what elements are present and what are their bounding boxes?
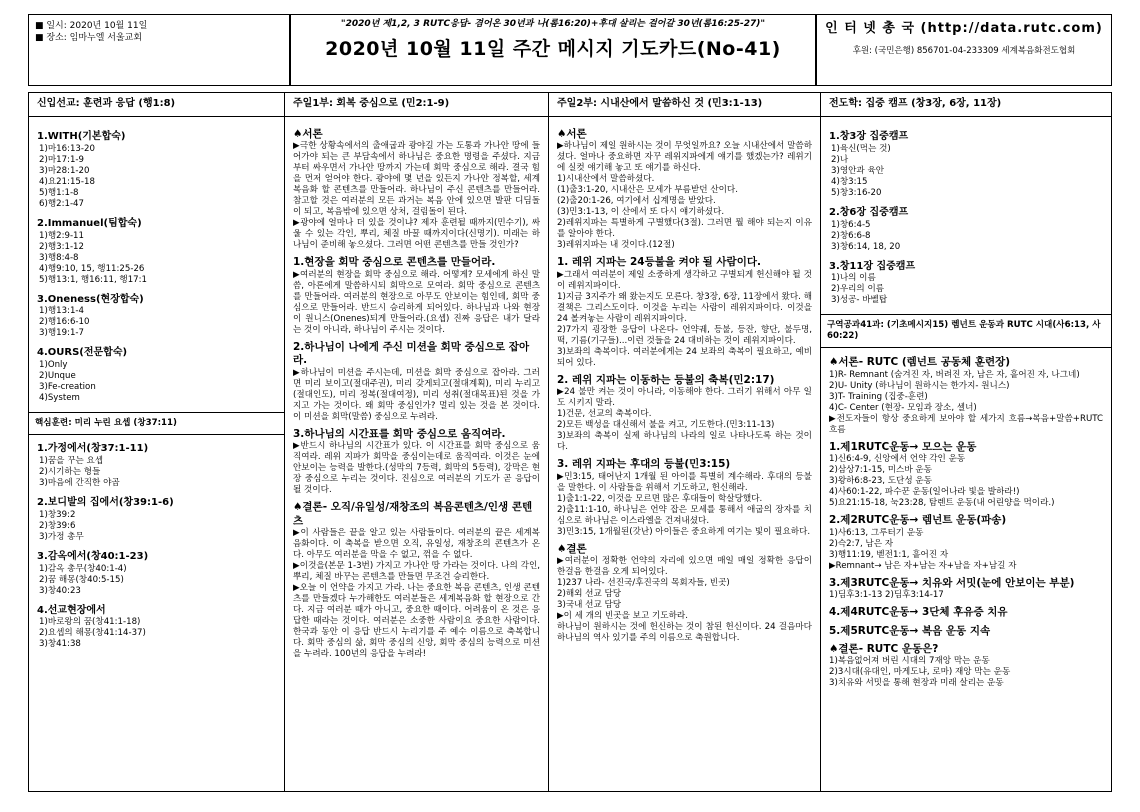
paragraph: (2)출20:1-26, 여기에서 십계명을 받았다.	[557, 196, 716, 207]
paragraph: 1)건문, 선교의 축복이다.	[557, 409, 652, 420]
section-title: 1. 레위 지파는 24등불을 켜야 될 사람이다.	[557, 256, 761, 269]
list-item: 2)창6:6-8	[831, 230, 871, 241]
section-title: ♠서론- RUTC (렘넌트 공동체 훈련장)	[829, 356, 1011, 369]
list-item: 5)행13:1, 행16:11, 행17:1	[39, 274, 148, 285]
section-title: 2.제2RUTC운동→ 렘넌트 운동(파송)	[829, 514, 1007, 527]
column-body	[29, 117, 284, 656]
list-item: 5)행1:1-8	[39, 187, 79, 198]
paragraph: 1)복음없어져 버린 시대의 7재앙 막는 운동	[829, 656, 990, 667]
page-title: 2020년 10월 11일 주간 메시지 기도카드(No-41)	[325, 37, 781, 60]
list-item: 3)가정 총무	[39, 531, 84, 542]
paragraph: 2)슥2:7, 남은 자	[829, 538, 894, 549]
paragraph: ▶오늘 이 언약을 가지고 가라. 나는 중요한 복음 콘텐츠, 인생 콘텐츠를 만들겠다 누가해한도 여러분들은 세계복음화 할 현장으로 간다. 지금 여러분 때가 아니고, 중요한 때이다. 어려움이 온 것은 응답한 때라는 것이다. 여러분은 소중한 사람이요 중요한 사람이다. 한국과 동안 이 응답 반드시 누리기를 주 예수 이름으로 축복합니다. 회막 중심의 삶, 회막 중심의 신앙, 회막 중심의 능력으로 미션을 누려라. 100년의 응답을 누려라!	[293, 583, 540, 660]
paragraph: 3)왕하6:8-23, 도단성 운동	[829, 476, 932, 487]
paragraph: 3)치유와 서밋을 통해 현장과 미래 살리는 운동	[829, 678, 1004, 689]
list-item: 3)창40:23	[39, 585, 81, 596]
paragraph: ▶반드시 하나님의 시간표가 있다. 이 시간표를 회막 중심으로 움직여라. 레위 지파가 회막을 중심이는데로 움직여라. 이것은 눈에 안보이는 능력을 발한다.(성막의 7등력, 회막의 5등력), 강막은 현장 중심으로 누리는 것이다. 진심으로 여러분의 기도가 곧 응답이 될 것이다.	[293, 441, 540, 496]
section-title: 1.WITH(기본합숙)	[37, 131, 126, 142]
paragraph: 2)U- Unity (하나님이 원하시는 한가지- 원니스)	[829, 380, 1010, 391]
list-item: 1)꿈을 꾸는 요셉	[39, 455, 104, 466]
list-item: 4)행9:10, 15, 행11:25-26	[39, 263, 145, 274]
section-title: 2. 레위 지파는 이동하는 등불의 축복(민2:17)	[557, 373, 775, 386]
header-contact-box	[816, 14, 1112, 86]
paragraph: 3)T- Training (집중-훈련)	[829, 391, 928, 402]
list-item: 3)창6:14, 18, 20	[831, 241, 901, 252]
section-title: ♠결론- 오직/유일성/재창조의 복음콘텐츠/인생 콘텐츠	[293, 501, 533, 527]
header-info-box	[28, 14, 290, 86]
list-item: 2)요셉의 해몽(창41:14-37)	[39, 628, 146, 639]
list-item: 4)창3:15	[831, 176, 868, 187]
section-title: 2.하나님이 나에게 주신 미션을 회막 중심으로 잡아라.	[293, 340, 530, 367]
list-item: 3)Fe-creation	[39, 382, 96, 393]
column-sunday-second	[549, 93, 821, 791]
list-item: 1)창39:2	[39, 509, 76, 520]
column-heading: 주일1부: 회복 중심으로 (민2:1-9)	[285, 93, 548, 117]
section-title: 1.현장을 회막 중심으로 콘텐츠를 만들어라.	[293, 256, 496, 269]
content-columns	[28, 92, 1112, 792]
paragraph: 1)딤후3:1-13 2)딤후3:14-17	[829, 590, 944, 601]
paragraph: 2)삼상7:1-15, 미스바 운동	[829, 465, 932, 476]
header-subtitle: "2020년 제1,2, 3 RUTC응답- 겸어온 30년과 나(롬16:20)+후대 살리는 걸어갈 30년(롬16:25-27)"	[340, 19, 766, 29]
list-item: 2)마17:1-9	[39, 154, 84, 165]
section-title: 2.Immanuel(팀합숙)	[37, 217, 142, 229]
list-item: 3)영안과 육안	[831, 165, 885, 176]
section-title: 1.가정에서(창37:1-11)	[37, 443, 149, 455]
list-item: 1)마16:13-20	[39, 143, 95, 154]
list-item: 2)행3:1-12	[39, 241, 84, 252]
sponsor-account: 후원: (국민은행) 856701-04-233309 세계복음화전도협회	[852, 45, 1076, 56]
paragraph: 2)레위지파는 특별하게 구별했다(3절). 그러면 뭘 해야 되는지 이유를 알아야 한다.	[557, 218, 812, 240]
paragraph: 2)3시대(유대인, 마게도냐, 로마) 재앙 막는 운동	[829, 667, 1011, 678]
paragraph: 3)보좌의 축복이 실제 하나님의 나라의 일로 나타나도록 하는 것이다.	[557, 431, 812, 453]
section-title: 3.감옥에서(창40:1-23)	[37, 550, 149, 562]
paragraph: 1)시내산에서 말씀하셨다.	[557, 174, 655, 185]
list-item: 2)시기하는 형들	[39, 466, 101, 477]
paragraph: 1)출1:1-22, 이것을 모르면 많은 후대들이 학살당했다.	[557, 493, 763, 504]
section-title: 4.제4RUTC운동→ 3단체 후유증 치유	[829, 606, 1008, 619]
section-title: 3.하나님의 시간표를 회막 중심으로 움직여라.	[293, 427, 506, 440]
paragraph: ▶여러분이 정확한 언약의 자리에 있으면 매일 매일 정확한 응답이 한걸음 한걸음 오게 되어있다.	[557, 556, 812, 578]
prayer-card-page	[10, 6, 1130, 798]
sub-section-heading: 핵심훈련: 미리 누린 요셉 (창37:11)	[29, 412, 284, 435]
paragraph: 2)모든 백성을 대신해서 불을 켜고, 기도한다.(민3:11-13)	[557, 420, 775, 431]
paragraph: ▶여러분의 현장을 회막 중심으로 해라. 어떻게? 모세에게 하신 말씀, 아론에게 말씀하시되 회막으로 모여라. 회막 중심으로 콘텐츠를 만들어라. 여러분의 현장으로 아무도 안보이는 힘인데, 회막 중심으로 만들어라. 반드시 승리하게 되어있다. 하나님과 나와 현장이 원니스(Onenes)되게 만들어라.(요셉) 진짜 응답은 내가 달라는 것이 아니라, 하나님이 주시는 것이다.	[293, 269, 540, 335]
list-item: 4)System	[39, 393, 80, 404]
paragraph: ▶Remnant→ 남은 자+남는 자+남을 자+남길 자	[829, 560, 1017, 571]
paragraph: ▶극한 상황속에서의 출애굽과 광야길 가는 도통과 가나안 땅에 들어가야 되는 큰 부담속에서 하나님은 중요한 명령을 주셨다. 지금부터 싸우면서 가나안 땅까지 가는데 회막 중심으로 해라. 결국 힘을 먼저 얻어야 한다. 광야에 몇 년을 있든지 가나안 정복할, 세계복음화 할 콘텐츠를 만들어라. 하나님이 주신 콘텐츠를 만들어라. 참고할 것은 여러분의 모든 과거는 복음 안에 있으면 발판 디딤돌이 되고, 복음밖에 있으면 상처, 걸림돌이 된다.	[293, 141, 540, 218]
list-item: 1)육신(먹는 것)	[831, 143, 891, 154]
list-item: 1)바로왕의 꿈(창41:1-18)	[39, 617, 141, 628]
header-title-box	[290, 14, 816, 86]
list-item: 3)행19:1-7	[39, 328, 84, 339]
paragraph: (1)출3:1-20, 시내산은 모세가 부름받던 산이다.	[557, 185, 738, 196]
header-bar	[28, 14, 1112, 88]
column-sunday-first	[285, 93, 549, 791]
paragraph: ▶전도자들이 항상 중요하게 보아야 할 세가지 흐름→복음+말씀+RUTC 흐름	[829, 413, 1103, 435]
list-item: 3)창41:38	[39, 639, 81, 650]
date-line: ■ 일시: 2020년 10월 11일	[35, 21, 148, 31]
paragraph: 1)지금 3지주가 왜 왔는지도 모른다. 창3장, 6장, 11장에서 왔다. 해결책은 그리스도이다. 이것을 누리는 사람이 레위지파이다. 이것을 24 볼켜놓는 사람이 레위지파이다.	[557, 291, 812, 324]
paragraph: 1)R- Remnant (숨겨진 자, 버려진 자, 남은 자, 흩어진 자, 나그네)	[829, 369, 1080, 380]
column-heading: 신입선교: 훈련과 응답 (행1:8)	[29, 93, 284, 117]
paragraph: 1)신6:4-9, 신앙에서 언약 각인 운동	[829, 454, 966, 465]
list-item: 2)나	[831, 154, 849, 165]
paragraph: ▶이 세 개의 빈곳을 보고 기도하라.	[557, 611, 688, 622]
column-body	[549, 117, 820, 650]
list-item: 2)Unque	[39, 371, 76, 382]
paragraph: ▶24 불만 켜는 것이 아니라, 이동해야 한다. 그러기 위해서 아무 일도 시키지 말라.	[557, 387, 812, 409]
paragraph: 1)사6:13, 그루터기 운동	[829, 527, 924, 538]
list-item: 2)창39:6	[39, 520, 76, 531]
paragraph: ▶광야에 얼마나 더 있을 것이냐? 제자 훈련될 때까지(민수기), 싸울 수 있는 각인, 뿌리, 체질 바꿀 때까지이다(신명기). 미래는 하나님이 준비해 놓으셨다. 그러면 어떤 콘텐츠를 만들 것인가?	[293, 218, 540, 251]
paragraph: 4)사60:1-22, 파수꾼 운동(일어나라 빛을 발하라!)	[829, 487, 1020, 498]
list-item: 2)우리의 이름	[831, 284, 885, 295]
sub-section-heading: 구역공과41과: (기초메시지15) 렘넌트 운동과 RUTC 시대(사6:13, 사60:22)	[821, 314, 1111, 348]
paragraph: 2)출11:1-10, 하나님은 언약 잡은 모세를 통해서 애굽의 장자를 치심으로 하나님은 이스라엘을 건져내셨다.	[557, 504, 812, 526]
list-item: 1)창6:4-5	[831, 219, 871, 230]
paragraph: ▶하나님이 미션을 주시는데, 미션을 회막 중심으로 잡아라. 그러면 미리 보이고(절대주권), 미리 갖게되고(절대계획), 미리 누리고(절대인도), 미리 정복(절대여정), 미리 성취(절대목표)된 것을 가지고 가는 것이다. 왜 회막 중심인가? 멀리 있는 것을 본 것이다. 이 미션을 회막(말씀) 중심으로 누려라.	[293, 367, 540, 422]
list-item: 3)마음에 간직한 야곱	[39, 477, 120, 488]
list-item: 1)Only	[39, 360, 68, 371]
section-title: 4.OURS(전문합숙)	[37, 347, 128, 359]
section-title: ♠결론	[557, 542, 587, 555]
paragraph: ▶이것을(본문 1-3번) 가지고 가나안 땅 가라는 것이다. 나의 각인, 뿌리, 체질 바꾸는 콘텐츠를 만들면 무조건 승리한다.	[293, 561, 540, 583]
place-line: ■ 장소: 임마누엘 서울교회	[35, 32, 143, 43]
column-body	[285, 117, 548, 666]
paragraph: 3)행11:19, 벧전1:1, 흩어진 자	[829, 549, 949, 560]
list-item: 1)행2:9-11	[39, 230, 84, 241]
section-title: 1.창3장 집중캠프	[829, 131, 909, 142]
list-item: 1)나의 이름	[831, 273, 876, 284]
section-title: 5.제5RUTC운동→ 복음 운동 지속	[829, 624, 991, 637]
list-item: 3)마28:1-20	[39, 165, 90, 176]
section-title: 3.창11장 집중캠프	[829, 260, 916, 272]
section-title: 3.제3RUTC운동→ 치유와 서밋(눈에 안보이는 부분)	[829, 576, 1075, 589]
paragraph: ▶그래서 여러분이 제일 소중하게 생각하고 구별되게 헌신해야 될 것이 레위지파이다.	[557, 269, 812, 291]
section-title: ♠결론- RUTC 운동은?	[829, 643, 939, 656]
paragraph: 3)레위지파는 내 것이다.(12절)	[557, 240, 675, 251]
list-item: 4)요21:15-18	[39, 176, 95, 187]
paragraph: 1)237 나라- 선진국/후진국의 목회자들, 빈곳)	[557, 578, 730, 589]
paragraph: 2)해외 선교 담당	[557, 589, 622, 600]
section-title: 2.창6장 집중캠프	[829, 206, 909, 218]
paragraph: 3)국내 선교 담당	[557, 600, 622, 611]
list-item: 2)행16:6-10	[39, 317, 90, 328]
column-body	[821, 117, 1111, 695]
paragraph: 하나님이 원하시는 것에 헌신하는 것이 참된 헌신이다. 24 걸음마다 하나님의 역사 있기를 주의 이름으로 축원합니다.	[557, 622, 812, 644]
section-title: 2.보디발의 집에서(창39:1-6)	[37, 496, 174, 508]
paragraph: 3)민3:15, 1개월된(갓난) 아이들은 중요하게 여기는 빛이 필요하다.	[557, 526, 811, 537]
column-heading: 전도학: 집중 캠프 (창3장, 6장, 11장)	[821, 93, 1111, 117]
column-missionary-training	[29, 93, 285, 791]
section-title: 3.Oneness(현장합숙)	[37, 293, 144, 305]
column-evangelism	[821, 93, 1111, 791]
section-title: ♠서론	[557, 128, 587, 140]
section-title: ♠서론	[293, 128, 323, 140]
paragraph: ▶민3:15, 태어난지 1개월 된 아이를 특별히 계수해라. 후대의 등불을 말한다. 이 사람들을 위해서 기도하고, 헌신해라.	[557, 471, 812, 493]
column-heading: 주일2부: 시내산에서 말씀하신 것 (민3:1-13)	[549, 93, 820, 117]
paragraph: 4)C- Center (현장- 모임과 장소, 셀너)	[829, 402, 977, 413]
section-title: 4.선교현장에서	[37, 604, 106, 616]
paragraph: 3)보좌의 축복이다. 여러분에게는 24 보좌의 축복이 필요하고, 예비되어 있다.	[557, 346, 812, 368]
list-item: 1)감옥 총무(창40:1-4)	[39, 563, 127, 574]
list-item: 1)행13:1-4	[39, 306, 84, 317]
list-item: 2)꿈 해몽(창40:5-15)	[39, 574, 124, 585]
paragraph: 5)요21:15-18, 눅23:28, 탐렌트 운동(내 어린양을 먹이라.)	[829, 498, 1055, 509]
paragraph: ▶하나님이 제일 원하시는 것이 무엇일까요? 오늘 시내산에서 말씀하셨다. 얼마나 중요하면 자꾸 레위지파에게 얘기를 했겠는가? 레위기에 실컷 얘기해 놓고 또 얘기를 하신다.	[557, 141, 812, 174]
section-title: 1.제1RUTC운동→ 모으는 운동	[829, 440, 977, 453]
list-item: 3)성공- 바벨탑	[831, 295, 888, 306]
internet-url[interactable]: 인 터 넷 총 국 (http://data.rutc.com)	[825, 21, 1103, 36]
paragraph: ▶이 사람들은 끝을 알고 있는 사람들이다. 여러분의 끝은 세계복음화이다. 이 축복을 받으면 오직, 유일성, 재창조의 콘텐츠가 온다. 아무도 여러분을 막을 수 없고, 꺾을 수 없다.	[293, 528, 540, 561]
list-item: 5)창3:16-20	[831, 187, 882, 198]
section-title: 3. 레위 지파는 후대의 등불(민3:15)	[557, 458, 731, 471]
paragraph: 2)7가지 굉장한 응답이 나온다- 언약궤, 등불, 등잔, 향단, 불두명, 떡, 기름(기구들)...이런 것들을 24 대비하는 것이 레위지파이다.	[557, 324, 812, 346]
paragraph: (3)민3:1-13, 이 산에서 또 다시 얘기하셨다.	[557, 207, 725, 218]
list-item: 6)행2:1-47	[39, 198, 84, 209]
list-item: 3)행8:4-8	[39, 252, 79, 263]
